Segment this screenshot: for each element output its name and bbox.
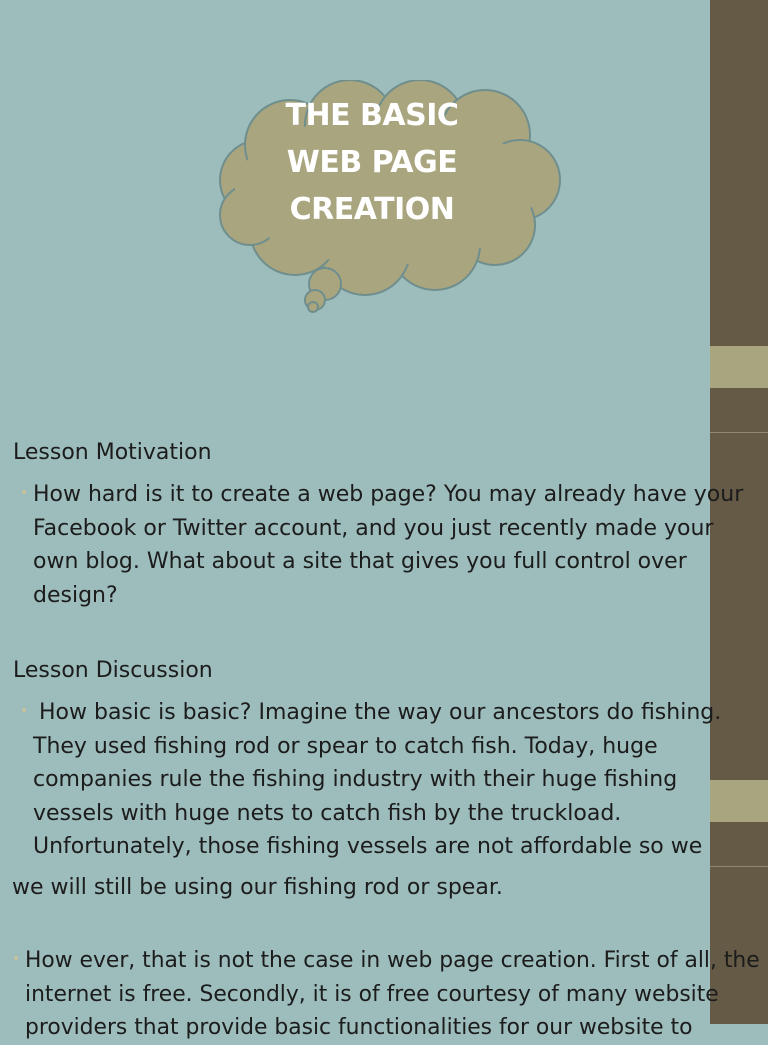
- slide-title-line: THE BASIC: [285, 98, 459, 133]
- discussion-continuation: we will still be using our fishing rod or spear.: [12, 875, 503, 900]
- text-line: companies rule the fishing industry with their huge fishing: [33, 767, 678, 792]
- however-paragraph: [25, 944, 766, 1045]
- slide-title-line: CREATION: [289, 192, 455, 227]
- text-line: How basic is basic? Imagine the way our ancestors do fishing.: [39, 700, 722, 725]
- text-line: vessels with huge nets to catch fish by the truckload.: [33, 800, 622, 826]
- discussion-heading: Lesson Discussion: [13, 658, 213, 683]
- text-line: providers that provide basic functionalities for our website to: [25, 1015, 693, 1040]
- bullet-marker: •: [20, 485, 29, 501]
- motivation-heading: Lesson Motivation: [13, 440, 212, 465]
- band-divider: [710, 432, 768, 433]
- text-line: How ever, that is not the case in web page creation. First of all, the: [25, 948, 760, 973]
- text-line: design?: [33, 582, 118, 608]
- text-line: own blog. What about a site that gives you full control over: [33, 549, 687, 574]
- text-line: They used fishing rod or spear to catch fish. Today, huge: [33, 733, 658, 759]
- text-line: How hard is it to create a web page? You may already have your: [33, 482, 744, 507]
- text-line: internet is free. Secondly, it is of free courtesy of many website: [25, 981, 719, 1007]
- slide-title: [232, 92, 512, 233]
- band-divider: [710, 866, 768, 867]
- discussion-paragraph: [33, 696, 721, 864]
- bullet-marker: •: [20, 703, 29, 719]
- motivation-paragraph: [33, 478, 743, 612]
- slide-title-line: WEB PAGE: [286, 145, 458, 180]
- bullet-marker: •: [12, 951, 21, 967]
- text-line: Unfortunately, those fishing vessels are not affordable so we: [33, 834, 703, 859]
- band-accent-block: [710, 346, 768, 388]
- text-line: Facebook or Twitter account, and you just recently made your: [33, 515, 714, 541]
